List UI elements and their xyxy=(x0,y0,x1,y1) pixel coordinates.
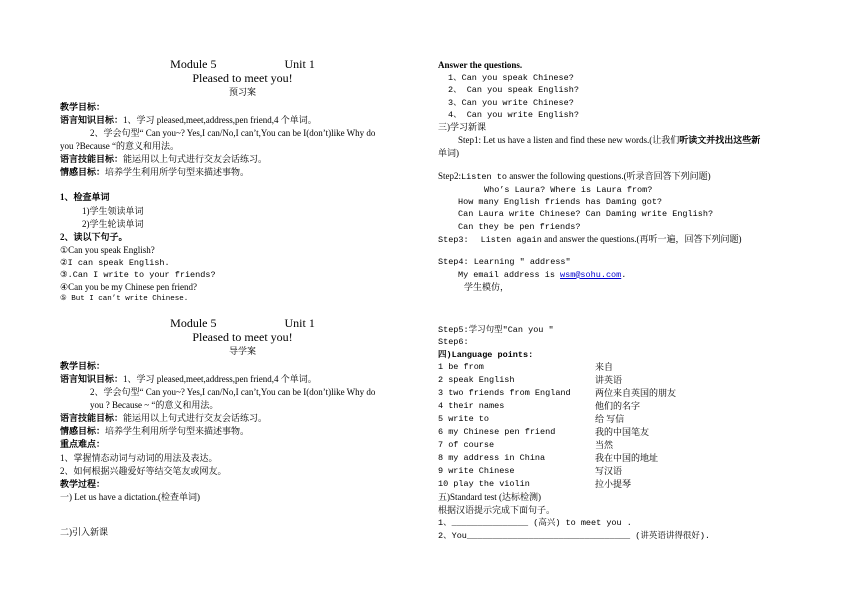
sentence-item: ①Can you speak English? xyxy=(60,244,155,255)
preview-emotion-goal: 情感目标：培养学生利用所学句型来描述事物。 xyxy=(60,167,250,178)
guide-knowledge-goal: 语言知识目标：1、学习 pleased,meet,address,pen friend,4 个单词。 xyxy=(60,374,317,385)
check-words-heading: 1、检查单词 xyxy=(60,192,110,203)
key-point-item: 1、掌握情态动词与动词的用法及表达。 xyxy=(60,452,218,463)
process-step1: 一) Let us have a dictation.(检查单词) xyxy=(60,491,200,502)
language-point-row: 5 write to 给 写信 xyxy=(438,414,625,425)
guide-unit: Unit 1 xyxy=(284,316,315,330)
preview-knowledge-goal: 语言知识目标：1、学习 pleased,meet,address,pen friend,4 个单词。 xyxy=(60,115,317,126)
guide-sentence-line2: you ? Because ~ “的意义和用法。 xyxy=(90,400,219,411)
process-heading: 教学过程： xyxy=(60,478,106,489)
guide-emotion-goal: 情感目标：培养学生利用所学句型来描述事物。 xyxy=(60,426,250,437)
preview-title: Pleased to meet you! xyxy=(192,70,293,85)
preview-goals-heading: 教学目标： xyxy=(60,102,106,113)
preview-sentence-line1: 2、学会句型“ Can you~? Yes,I can/No,I can’t,You can be I(don’t)like Why do xyxy=(90,128,376,139)
standard-test-heading: 五)Standard test (达标检测) xyxy=(438,492,541,503)
step3-line: Step3: Listen again and answer the questions.(再听一遍，回答下列问题) xyxy=(438,234,742,245)
read-sentences-heading: 2、读以下句子。 xyxy=(60,231,128,242)
test-item: 2、You________________________________ (讲英语讲得很好). xyxy=(438,530,711,541)
step2-question: Who’s Laura? Where is Laura from? xyxy=(484,184,653,195)
language-point-row: 10 play the violin 拉小提琴 xyxy=(438,479,632,490)
step6-line: Step6: xyxy=(438,337,469,348)
preview-subtitle: 预习案 xyxy=(228,86,256,97)
sentence-item: ③.Can I write to your friends? xyxy=(60,270,216,281)
language-point-row: 4 their names 他们的名字 xyxy=(438,401,641,412)
email-link[interactable]: wsm@sohu.com xyxy=(560,269,622,280)
step2-question: How many English friends has Daming got? xyxy=(458,197,663,208)
question-item: 2、 Can you speak English? xyxy=(448,85,579,96)
preview-module: Module 5 xyxy=(170,57,217,71)
check-item: 1)学生领读单词 xyxy=(82,205,144,216)
sentence-item: ②I can speak English. xyxy=(60,257,170,268)
guide-goals-heading: 教学目标： xyxy=(60,361,106,372)
language-points-heading: 四)Language points: xyxy=(438,349,534,360)
question-item: 3、Can you write Chinese? xyxy=(448,97,574,108)
sentence-item: ⑤ But I can’t write Chinese. xyxy=(60,295,189,304)
preview-section xyxy=(60,58,425,305)
preview-module-line xyxy=(60,58,425,72)
language-point-row: 2 speak English 讲英语 xyxy=(438,374,623,385)
guide-section xyxy=(60,317,425,539)
language-point-row: 6 my Chinese pen friend 我的中国笔友 xyxy=(438,427,650,438)
step1-line: Step1: Let us have a listen and find these new words.(让我们听读文并找出这些新 xyxy=(458,135,761,146)
language-point-row: 1 be from 来自 xyxy=(438,361,614,372)
language-point-row: 3 two friends from England 两位来自英国的朋友 xyxy=(438,388,677,399)
step2-line: Step2:Listen to answer the following questions.(听录音回答下列问题) xyxy=(438,171,711,183)
language-point-row: 7 of course 当然 xyxy=(438,440,614,451)
guide-sentence-line1: 2、学会句型“ Can you~? Yes,I can/No,I can’t,You can be I(don’t)like Why do xyxy=(90,387,376,398)
language-point-row: 8 my address in China 我在中国的地址 xyxy=(438,453,659,464)
test-instruction: 根据汉语提示完成下面句子。 xyxy=(438,505,556,516)
step2-question: Can they be pen friends? xyxy=(458,221,581,232)
step1-line2: 单词) xyxy=(438,148,459,159)
question-item: 1、Can you speak Chinese? xyxy=(448,73,574,84)
sentence-item: ④Can you be my Chinese pen friend? xyxy=(60,282,198,293)
preview-skill-goal: 语言技能目标：能运用以上句式进行交友会话练习。 xyxy=(60,154,268,165)
test-item: 1、_______________ (高兴) to meet you . xyxy=(438,518,632,529)
guide-title: Pleased to meet you! xyxy=(192,329,293,344)
step2-question: Can Laura write Chinese? Can Daming write English? xyxy=(458,209,714,220)
answer-heading: Answer the questions. xyxy=(438,60,523,70)
preview-unit: Unit 1 xyxy=(284,57,315,71)
question-item: 4、 Can you write English? xyxy=(448,109,579,120)
process-step2: 二)引入新课 xyxy=(60,526,108,537)
preview-sentence-line2: you ?Because “的意义和用法。 xyxy=(60,141,179,152)
guide-skill-goal: 语言技能目标：能运用以上句式进行交友会话练习。 xyxy=(60,413,268,424)
new-lesson-heading: 三)学习新课 xyxy=(438,122,486,133)
step4-line: Step4: Learning " address" xyxy=(438,257,571,268)
check-item: 2)学生轮读单词 xyxy=(82,218,144,229)
guide-module: Module 5 xyxy=(170,316,217,330)
language-point-row: 9 write Chinese 写汉语 xyxy=(438,466,623,477)
guide-subtitle: 导学案 xyxy=(228,345,256,356)
imitate-line: 学生模仿， xyxy=(464,281,510,292)
key-point-item: 2、如何根据兴趣爱好等结交笔友或网友。 xyxy=(60,465,227,476)
key-points-heading: 重点难点： xyxy=(60,439,106,450)
language-points-list xyxy=(438,361,818,491)
email-line: My email address is wsm@sohu.com. xyxy=(458,269,627,280)
step5-line: Step5:学习句型"Can you " xyxy=(438,324,554,335)
guide-module-line xyxy=(60,317,425,331)
